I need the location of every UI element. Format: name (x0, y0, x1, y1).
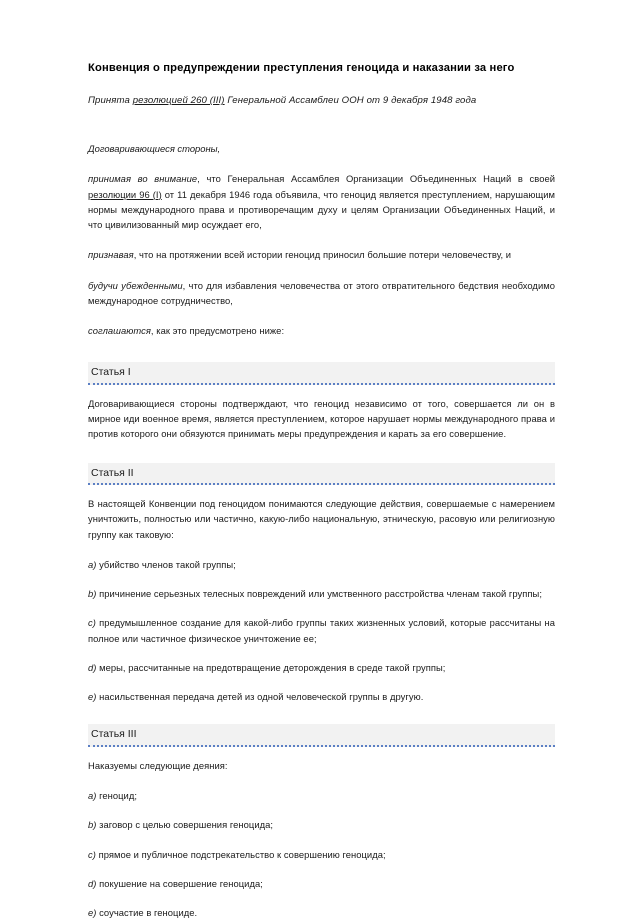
article-heading-3: Статья III (88, 724, 555, 747)
preamble-paragraph-1 (88, 171, 555, 232)
item-text: соучастие в геноциде. (96, 907, 198, 919)
list-item (88, 905, 555, 920)
item-text: покушение на совершение геноцида; (96, 877, 263, 889)
page-title: Конвенция о предупреждении преступления геноцида и наказании за него (88, 62, 515, 74)
item-text: предумышленное создание для какой-либо группы таких жизненных условий, которые рассчитаны на полное или частичное физическое уничтожение ее; (88, 617, 555, 644)
item-text: меры, рассчитанные на предотвращение деторождения в среде такой группы; (96, 661, 446, 673)
article-heading-2: Статья II (88, 463, 555, 486)
list-item (88, 689, 555, 704)
item-enum: b) (88, 819, 97, 831)
article-heading-1: Статья I (88, 362, 555, 385)
list-item (88, 817, 555, 832)
list-item (88, 557, 555, 572)
article-body-3: Наказуемы следующие деяния: (88, 759, 228, 771)
list-item (88, 788, 555, 803)
item-text: причинение серьезных телесных повреждений или умственного расстройства членам такой группы; (96, 588, 542, 600)
article-section-2 (88, 463, 555, 705)
subtitle-prefix: Принята (88, 95, 133, 107)
document-subtitle (88, 94, 555, 108)
item-enum: d) (88, 877, 97, 889)
list-item (88, 847, 555, 862)
item-enum: e) (88, 691, 97, 703)
item-text: прямое и публичное подстрекательство к совершению геноцида; (95, 848, 386, 860)
article-section-3 (88, 724, 555, 920)
item-text: убийство членов такой группы; (96, 558, 236, 570)
item-enum: b) (88, 588, 97, 600)
resolution-260-link[interactable]: резолюцией 260 (III) (132, 95, 225, 107)
preamble-opening: Договаривающиеся стороны, (88, 143, 221, 155)
resolution-96-link[interactable]: резолюции 96 (I) (88, 188, 162, 200)
article-body-2: В настоящей Конвенции под геноцидом понимаются следующие действия, совершаемые с намерением уничтожить, полностью или частично, какую-либо национальную, этническую, расовую или религиозную группу как таковую: (88, 498, 555, 540)
preamble-p3-rest: , что для избавления человечества от этого отвратительного бедствия необходимо международное сотрудничество, (88, 279, 555, 306)
preamble-p2-lead: признавая (88, 249, 134, 261)
preamble-p3-lead: будучи убежденными (88, 279, 183, 291)
preamble-p4-rest: , как это предусмотрено ниже: (150, 325, 285, 337)
preamble-paragraph-3 (88, 278, 555, 308)
item-enum: c) (88, 848, 96, 860)
item-enum: a) (88, 558, 97, 570)
list-item (88, 586, 555, 601)
item-enum: c) (88, 617, 96, 629)
article-body-1: Договаривающиеся стороны подтверждают, что геноцид независимо от того, совершается ли он в мирное иди военное время, является преступлением, которое нарушает нормы международного права и против которого они обязуются принимать меры предупреждения и карать за его совершение. (88, 397, 555, 440)
list-item (88, 660, 555, 675)
item-enum: e) (88, 907, 97, 919)
item-text: заговор с целью совершения геноцида; (96, 819, 274, 831)
preamble-p2-rest: , что на протяжении всей истории геноцид приносил большие потери человечеству, и (133, 249, 512, 261)
preamble-paragraph-4 (88, 323, 555, 338)
item-text: геноцид; (96, 790, 137, 802)
subtitle-suffix: Генеральной Ассамблеи ООН от 9 декабря 1948 года (224, 95, 477, 107)
list-item (88, 615, 555, 645)
preamble-paragraph-2 (88, 247, 555, 262)
list-item (88, 876, 555, 891)
preamble-p1-before-link: , что Генеральная Ассамблея Организации Объединенных Наций в своей (197, 173, 556, 185)
item-enum: d) (88, 661, 97, 673)
item-text: насильственная передача детей из одной человеческой группы в другую. (96, 691, 424, 703)
item-enum: a) (88, 790, 97, 802)
article-section-1 (88, 362, 555, 441)
preamble-p1-after-link: от 11 декабря 1946 года объявила, что геноцид является преступлением, нарушающим нормы международного права и противоречащим духу и целям Организации Объединенных Наций, и что цивилизованный мир осуждает его, (88, 188, 555, 231)
preamble-p1-lead: принимая во внимание (88, 173, 198, 185)
preamble-p4-lead: соглашаются (88, 325, 151, 337)
